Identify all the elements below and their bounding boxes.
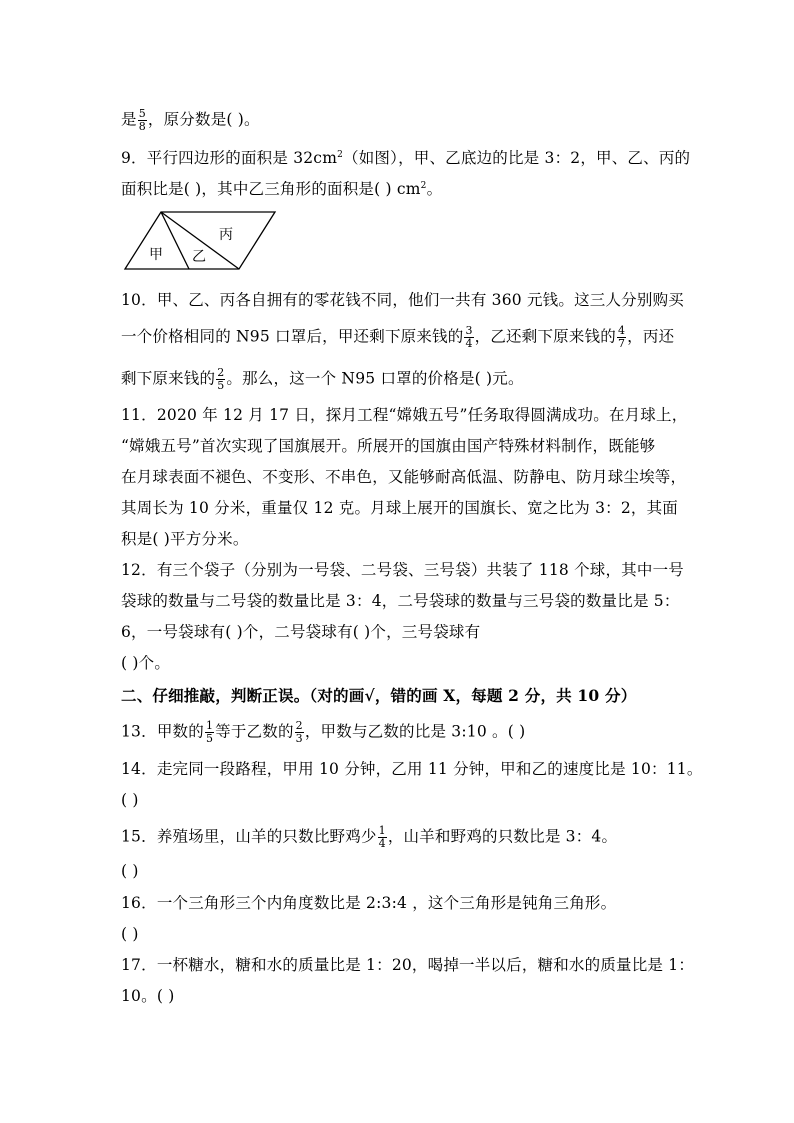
q8-tail xyxy=(121,108,260,133)
q8-text-a: 是 xyxy=(121,110,137,129)
q9-line-2: 面积比是( )，其中乙三角形的面积是( ) $cm^2$。 xyxy=(121,180,443,199)
label-yi: 乙 xyxy=(192,249,206,265)
q12-line-4: ( )个。 xyxy=(121,654,171,672)
q8-fraction: $\frac{5}{8}$ xyxy=(138,107,146,133)
q9-line-1: 9．平行四边形的面积是 $32cm^2$（如图），甲、乙底边的比是 3：2，甲、乙、丙的 xyxy=(121,149,691,168)
q17-line-2: 10。( ) xyxy=(121,987,175,1005)
q15-fraction: $\frac{1}{4}$ xyxy=(378,824,386,850)
q16-line-1: 16．一个三角形三个内角度数比是 2:3:4 ，这个三角形是钝角三角形。 xyxy=(121,894,617,912)
q13-line: 13．甲数的 $\frac{1}{5}$ 等于乙数的 $\frac{2}{3}$ ，甲数与乙数的比是 3:10 。( ) xyxy=(121,719,526,745)
q15-answer-blank: ( ) xyxy=(121,862,139,880)
label-jia: 甲 xyxy=(149,247,163,263)
q14-line-1: 14．走完同一段路程，甲用 10 分钟，乙用 11 分钟，甲和乙的速度比是 10：11。 xyxy=(121,760,703,778)
q10-fraction-1: $\frac{3}{4}$ xyxy=(465,324,473,350)
parallelogram-diagram xyxy=(121,208,281,274)
q13-fraction-1: $\frac{1}{5}$ xyxy=(205,719,214,745)
q10-fraction-2: $\frac{4}{7}$ xyxy=(617,324,626,350)
label-bing: 丙 xyxy=(219,227,233,243)
q8-text-b: ，原分数是( )。 xyxy=(147,110,260,129)
section-2-heading: 二、仔细推敲，判断正误。（对的画√，错的画 X，每题 2 分，共 10 分） xyxy=(121,686,637,705)
q11-line-2: “嫦娥五号”首次实现了国旗展开。所展开的国旗由国产特殊材料制作，既能够 xyxy=(121,437,656,455)
q10-fraction-3: $\frac{2}{5}$ xyxy=(217,366,225,392)
q14-answer-blank: ( ) xyxy=(121,791,139,809)
q12-line-2: 袋球的数量与二号袋的数量比是 3：4，二号袋球的数量与三号袋的数量比是 5： xyxy=(121,592,680,610)
q10-line-3: 剩下原来钱的 $\frac{2}{5}$ 。那么，这一个 N95 口罩的价格是( )元。 xyxy=(121,366,524,392)
q11-line-5: 积是( )平方分米。 xyxy=(121,530,249,548)
q17-line-1: 17．一杯糖水，糖和水的质量比是 1：20，喝掉一半以后，糖和水的质量比是 1： xyxy=(121,956,695,974)
q10-line-1: 10．甲、乙、丙各自拥有的零花钱不同，他们一共有 360 元钱。这三人分别购买 xyxy=(121,291,684,309)
q12-line-1: 12．有三个袋子（分别为一号袋、二号袋、三号袋）共装了 118 个球，其中一号 xyxy=(121,561,684,579)
q13-fraction-2: $\frac{2}{3}$ xyxy=(295,719,303,745)
q11-line-4: 其周长为 10 分米，重量仅 12 克。月球上展开的国旗长、宽之比为 3：2，其面 xyxy=(121,499,679,517)
q12-line-3: 6，一号袋球有( )个，二号袋球有( )个，三号袋球有 xyxy=(121,623,481,641)
q11-line-3: 在月球表面不褪色、不变形、不串色，又能够耐高低温、防静电、防月球尘埃等， xyxy=(121,468,687,486)
q11-line-1: 11．2020 年 12 月 17 日，探月工程“嫦娥五号”任务取得圆满成功。在月球上， xyxy=(121,406,688,424)
divider-jia-yi xyxy=(161,212,189,269)
q10-line-2: 一个价格相同的 N95 口罩后，甲还剩下原来钱的 $\frac{3}{4}$ ，乙还剩下原来钱的 $\frac{4}{7}$ ，丙还 xyxy=(121,324,675,350)
q15-line: 15．养殖场里，山羊的只数比野鸡少 $\frac{1}{4}$ ，山羊和野鸡的只数比是 3：4。 xyxy=(121,824,618,850)
q16-answer-blank: ( ) xyxy=(121,925,139,943)
